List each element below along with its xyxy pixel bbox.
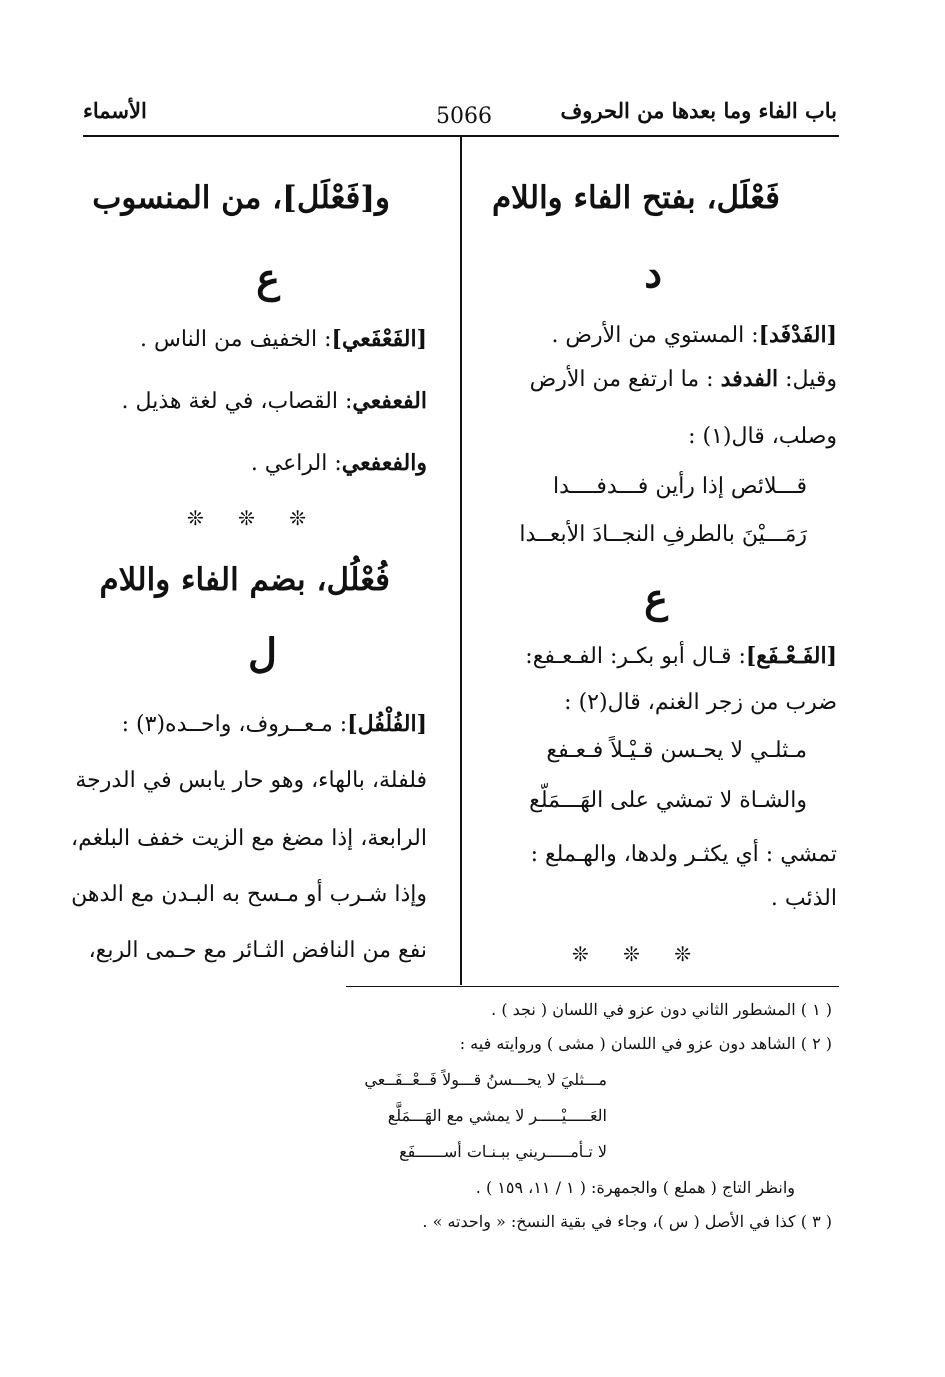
line-term: الفعفعي (352, 388, 427, 414)
right-letter-ayn: ع (644, 575, 668, 622)
right-verse-3: مـثلـي لا يحـسن قـيْـلاً فـعـفع (546, 738, 807, 763)
right-verse-2: رَمَـــيْنَ بالطرفِ النجــادَ الأبعــدا (519, 522, 807, 547)
footnote-2: ( ٢ ) الشاهد دون عزو في اللسان ( مشى ) وروايته فيه : (459, 1034, 832, 1053)
left-section-separator: ❊ ❊ ❊ (187, 506, 320, 530)
right-line-7: الذئب . (770, 886, 837, 911)
footnote-3: ( ٣ ) كذا في الأصل ( س )، وجاء في بقية النسخ: « واحدته » . (422, 1212, 832, 1231)
right-section-separator: ❊ ❊ ❊ (572, 942, 705, 966)
entry-definition: : الخفيف من الناس . (140, 327, 332, 352)
right-line-2 (530, 366, 837, 392)
right-line-3: وصلب، قال(١) : (688, 424, 837, 449)
line-start: وقيل: (785, 367, 837, 392)
footnote-verse-2: العَـــــيْـــــر لا يمشي مع الهَـــمَلَّع (387, 1106, 607, 1125)
running-head-right: باب الفاء وما بعدها من الحروف (560, 98, 837, 123)
entry-definition: : المستوي من الأرض . (551, 323, 759, 348)
left-line-6: الرابعة، إذا مضغ مع الزيت خفف البلغم، (70, 826, 427, 851)
footnote-verse-1: مـــثليَ لا يحـــسنُ قـــولاً فَــعْــفَــعي (364, 1070, 607, 1089)
line-term: والفعفعي (341, 450, 427, 476)
right-verse-1: قـــلائص إذا رأين فـــدفــــدا (552, 474, 807, 499)
left-line-8: نفع من النافض الثـائر مع حـمى الربع، (88, 938, 427, 963)
running-head-left: الأسماء (83, 98, 147, 123)
footnote-rule (346, 986, 839, 987)
left-line-7: وإذا شـرب أو مـسح به البـدن مع الدهن (71, 882, 427, 907)
left-section-title-2: فُعْلُل، بضم الفاء واللام (99, 562, 390, 598)
right-letter-dal: د (644, 250, 662, 297)
entry-term: [الفَدْفَد] (758, 322, 837, 348)
right-section-title: فَعْلَل، بفتح الفاء واللام (491, 180, 780, 216)
left-line-5: فلفلة، بالهاء، وهو حار يابس في الدرجة (75, 768, 427, 793)
line-rest: : ما ارتفع من الأرض (529, 367, 714, 392)
right-entry-fadfad (551, 322, 837, 348)
line-term: الفدفد (720, 366, 779, 392)
left-line-3 (251, 450, 427, 476)
entry-term: [الفُلْفُل] (347, 711, 427, 737)
right-line-5: ضرب من زجر الغنم، قال(٢) : (564, 690, 837, 715)
left-line-2 (122, 388, 427, 414)
footnote-2-reference: وانظر التاج ( هملع ) والجمهرة: ( ١ / ١١، ١٥٩ ) . (475, 1178, 795, 1197)
left-letter-ayn: ع (256, 255, 280, 302)
entry-definition: : قـال أبو بكـر: الفـعـفع: (525, 644, 746, 669)
right-verse-4: والشـاة لا تمشي على الهَـــمَلّع (529, 788, 807, 813)
right-entry-fafa (525, 643, 837, 669)
entry-term: [الفَعْفَعي] (331, 326, 427, 352)
left-entry-fafai (140, 326, 427, 352)
footnote-verse-3: لا تـأمـــــريني ببـنـات أســــــفَع (399, 1142, 607, 1161)
left-section-title: و[فَعْلَل]، من المنسوب (92, 180, 390, 216)
right-line-6: تمشي : أي يكثـر ولدها، والهـملع : (530, 842, 837, 867)
footnote-1: ( ١ ) المشطور الثاني دون عزو في اللسان ( نجد ) . (491, 1000, 832, 1019)
line-rest: : الراعي . (250, 451, 342, 476)
column-divider (460, 137, 462, 985)
line-rest: : القصاب، في لغة هذيل . (121, 389, 353, 414)
entry-definition: : مـعــروف، واحــده(٣) : (121, 712, 348, 737)
left-letter-lam: ل (247, 630, 277, 677)
entry-term: [الفَـعْـفَع] (745, 643, 837, 669)
page-number: 5066 (436, 104, 492, 129)
left-entry-fulful (122, 711, 427, 737)
